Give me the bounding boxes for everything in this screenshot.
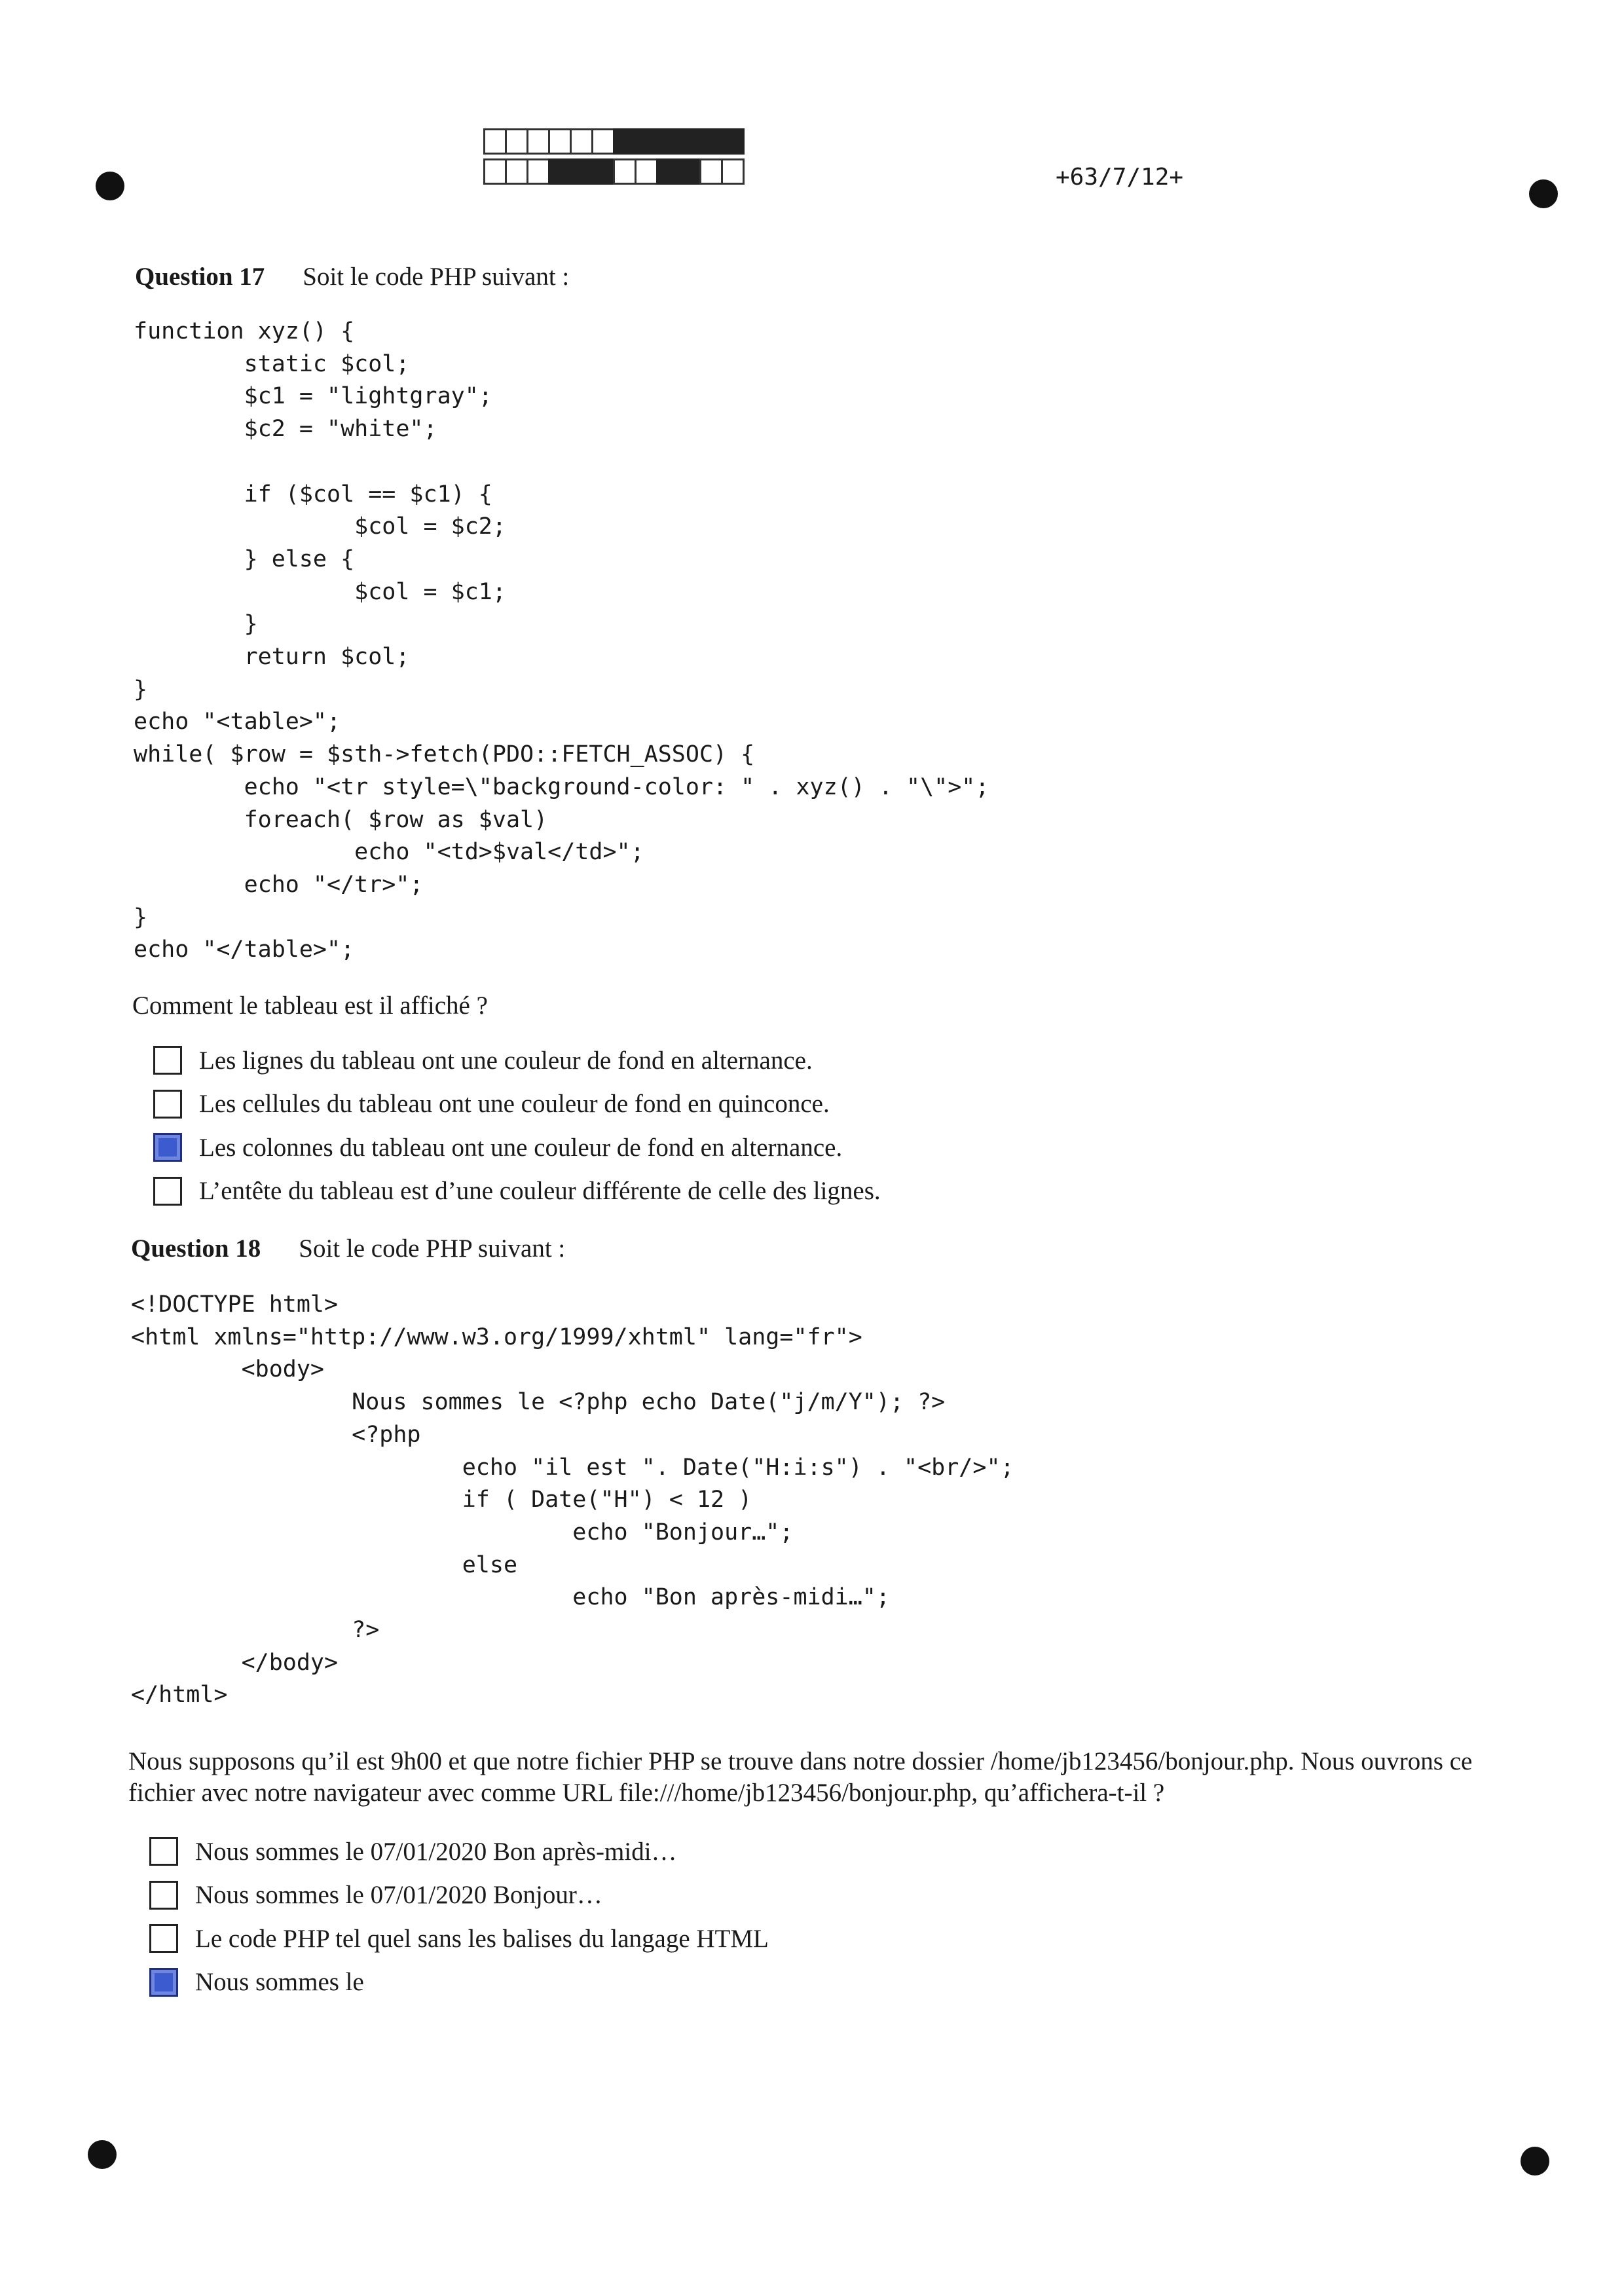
corner-mark-bottom-right — [1521, 2147, 1549, 2176]
answer-label: Nous sommes le — [195, 1968, 364, 1997]
barcode-row-1 — [483, 128, 743, 155]
barcode-cell — [591, 128, 615, 155]
question-17-prompt: Comment le tableau est il affiché ? — [132, 991, 488, 1020]
answer-label: Les colonnes du tableau ont une couleur de fond en alternance. — [199, 1133, 843, 1162]
barcode-cell — [570, 158, 593, 185]
barcode-cell — [548, 158, 572, 185]
corner-mark-top-right — [1529, 179, 1558, 208]
barcode-cell — [635, 158, 658, 185]
answer-checkbox[interactable] — [153, 1133, 182, 1162]
barcode-cell — [656, 158, 680, 185]
answer-label: Nous sommes le 07/01/2020 Bon après-midi… — [195, 1837, 677, 1866]
barcode-cell — [483, 158, 507, 185]
barcode — [483, 128, 743, 185]
barcode-cell — [678, 158, 701, 185]
barcode-cell — [613, 158, 637, 185]
answer-option[interactable] — [149, 1874, 769, 1917]
barcode-cell — [721, 128, 745, 155]
answer-checkbox[interactable] — [149, 1881, 178, 1910]
question-18-answers — [149, 1830, 769, 2004]
answer-option[interactable] — [153, 1083, 881, 1126]
question-number: Question 18 — [131, 1234, 261, 1263]
answer-option[interactable] — [153, 1170, 881, 1213]
barcode-cell — [505, 158, 528, 185]
barcode-cell — [526, 158, 550, 185]
answer-option[interactable] — [153, 1126, 881, 1170]
barcode-cell — [548, 128, 572, 155]
question-17-code: function xyz() { static $col; $c1 = "lightgray"; $c2 = "white"; if ($col == $c1) { $col = $c2; } else { $col = $c1; } return $col; } echo "<table>"; while( $row = $sth->fetch(PDO::FETCH_ASSOC) { echo "<tr style=\"background-color: " . xyz() . "\">"; foreach( $row as $val) echo "<td>$val</td>"; echo "</tr>"; } echo "</table>"; — [134, 318, 989, 963]
barcode-cell — [635, 128, 658, 155]
question-18-header — [131, 1234, 565, 1263]
answer-label: Le code PHP tel quel sans les balises du langage HTML — [195, 1924, 769, 1953]
answer-option[interactable] — [149, 1830, 769, 1874]
answer-label: Les lignes du tableau ont une couleur de fond en alternance. — [199, 1046, 813, 1075]
question-number: Question 17 — [135, 263, 265, 291]
barcode-cell — [570, 128, 593, 155]
barcode-cell — [656, 128, 680, 155]
answer-checkbox[interactable] — [149, 1837, 178, 1866]
barcode-cell — [526, 128, 550, 155]
answer-checkbox[interactable] — [149, 1924, 178, 1953]
barcode-cell — [699, 158, 723, 185]
barcode-cell — [699, 128, 723, 155]
answer-option[interactable] — [149, 1961, 769, 2005]
barcode-cell — [505, 128, 528, 155]
barcode-cell — [678, 128, 701, 155]
barcode-cell — [483, 128, 507, 155]
answer-label: Les cellules du tableau ont une couleur de fond en quinconce. — [199, 1090, 830, 1119]
corner-mark-bottom-left — [88, 2140, 117, 2169]
barcode-cell — [613, 128, 637, 155]
barcode-cell — [591, 158, 615, 185]
answer-checkbox[interactable] — [153, 1046, 182, 1075]
answer-option[interactable] — [149, 1917, 769, 1961]
answer-checkbox[interactable] — [153, 1177, 182, 1206]
corner-mark-top-left — [96, 172, 124, 200]
answer-option[interactable] — [153, 1039, 881, 1083]
barcode-row-2 — [483, 158, 743, 185]
question-17-answers — [153, 1039, 881, 1213]
question-intro: Soit le code PHP suivant : — [303, 263, 570, 291]
barcode-cell — [721, 158, 745, 185]
answer-checkbox[interactable] — [149, 1968, 178, 1997]
question-intro: Soit le code PHP suivant : — [299, 1234, 566, 1263]
answer-checkbox[interactable] — [153, 1090, 182, 1119]
page-id: +63/7/12+ — [1056, 164, 1184, 191]
answer-label: L’entête du tableau est d’une couleur différente de celle des lignes. — [199, 1177, 881, 1206]
question-18-code: <!DOCTYPE html> <html xmlns="http://www.w3.org/1999/xhtml" lang="fr"> <body> Nous sommes le <?php echo Date("j/m/Y"); ?> <?php echo "il est ". Date("H:i:s") . "<br/>"; if ( Date("H") < 12 ) echo "Bonjour…"; else echo "Bon après-midi…"; ?> </body> </html> — [131, 1291, 1014, 1709]
question-18-prompt: Nous supposons qu’il est 9h00 et que notre fichier PHP se trouve dans notre dossier /home/jb123456/bonjour.php. Nous ouvrons ce fichier avec notre navigateur avec comme URL file:///home/jb123456/bonjour.php, qu’affichera-t-il ? — [128, 1747, 1473, 1807]
question-17-header — [135, 262, 569, 291]
answer-label: Nous sommes le 07/01/2020 Bonjour… — [195, 1881, 602, 1910]
